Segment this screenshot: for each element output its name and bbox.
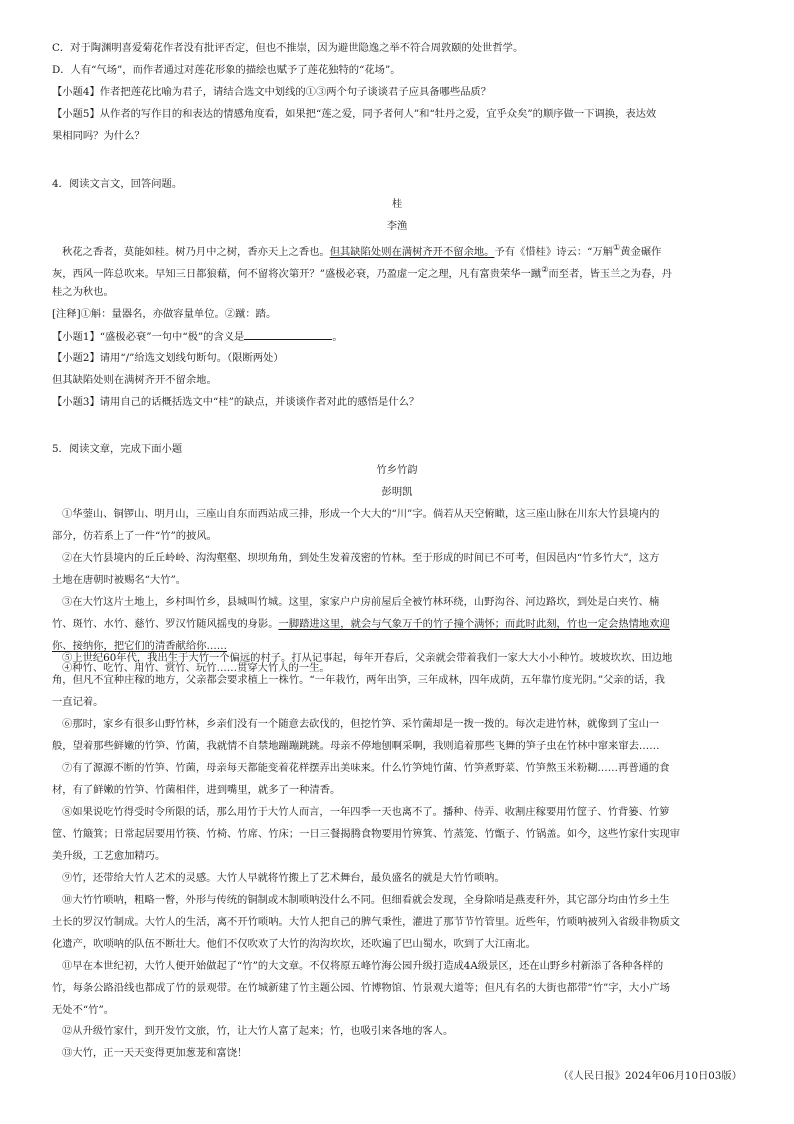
passage-text: 秋花之香者，莫能如桂。树乃月中之树，香亦天上之香也。 <box>62 246 330 258</box>
article-text: 竹、斑竹、水竹、慈竹、罗汉竹随风摇曳的身影。 <box>52 618 279 630</box>
article-line: ⑩大竹竹唢呐，粗略一瞥，外形与传统的铜制或木制唢呐没什么不同。但细看就会发现，全身除哨是燕麦秆外，其它部分均由竹乡土生 <box>62 894 670 906</box>
article-source: （《人民日报》2024年06月10日03版） <box>558 1070 742 1082</box>
subquestion-1 <box>52 329 752 344</box>
article-line: 竹，每条公路沿线也都成了竹的景观带。在竹城新建了竹主题公园、竹博物馆、竹景观大道等；但凡有名的大街也都带“竹”字，大小广场 <box>52 982 671 994</box>
subquestion-2-sentence: 但其缺陷处则在满树齐开不留余地。 <box>52 374 217 386</box>
article-line: ⑪早在本世纪初，大竹人便开始做起了“竹”的大文章。不仅将原五峰竹海公园升级打造成4A级景区，还在山野乡村新添了各种各样的 <box>62 960 664 972</box>
article-line: ⑫从升级竹家什，到开发竹文旅，竹，让大竹人富了起来；竹，也吸引来各地的客人。 <box>62 1024 752 1038</box>
article-line: ⑦有了源源不断的竹笋、竹菌，母亲每天都能变着花样摆弄出美味来。什么竹笋炖竹菌、竹笋煮野菜、竹笋熬玉米粉糊……再普通的食 <box>62 762 670 774</box>
subquestion-3: 【小题3】请用自己的话概括选文中“桂”的缺点，并谈谈作者对此的感悟是什么？ <box>52 396 420 408</box>
article-line: 化遗产，吹唢呐的队伍不断壮大。他们不仅吹欢了大竹的沟沟坎坎，还吹遍了巴山蜀水，吹到了大江南北。 <box>52 938 536 950</box>
article-line: ⑥那时，家乡有很多山野竹林，乡亲们没有一个随意去砍伐的，但挖竹笋、采竹菌却是一拨一拨的。每次走进竹林，就像到了宝山一 <box>62 718 660 730</box>
passage-line-1 <box>62 241 752 259</box>
subquestion-4: 【小题4】作者把莲花比喻为君子，请结合选文中划线的①③两个句子谈谈君子应具备哪些品质？ <box>52 86 492 98</box>
footnote-marker-2: ② <box>541 265 549 274</box>
article-line: 角，但凡不宜种庄稼的地方，父亲都会要求植上一株竹。“一年栽竹，两年出笋，三年成林，四年成荫，五年靠竹度光阴。”父亲的话，我 <box>52 674 665 686</box>
article-author: 彭明凯 <box>381 486 413 498</box>
passage-line-2 <box>52 263 752 281</box>
passage-text: 而至者，皆玉兰之为春，丹 <box>548 268 672 280</box>
question-4-heading: 4．阅读文言文，回答问题。 <box>52 178 183 190</box>
article-line: 美升级，工艺愈加精巧。 <box>52 850 166 862</box>
question-5-heading: 5．阅读文章，完成下面小题 <box>52 443 183 455</box>
option-d: D．人有“气场”，而作者通过对莲花形象的描绘也赋予了莲花独特的“花场”。 <box>52 64 401 76</box>
article-line: ⑤上世纪60年代，我出生于大竹一个偏远的村子。打从记事起，每年开春后，父亲就会带着我们一家大大小小种竹。坡坡坎坎、田边地 <box>62 652 673 664</box>
annotation-note: [注释]①斛：量器名，亦做容量单位。②蹴：踏。 <box>52 308 277 320</box>
article-line: 部分，仿若系上了一件“竹”的披风。 <box>52 530 217 542</box>
article-line: ⑬大竹，正一天天变得更加葱茏和富饶！ <box>62 1046 752 1060</box>
article-line: 土长的罗汉竹制成。大竹人的生活，离不开竹唢呐。大竹人把自己的脾气秉性，灌进了那节节竹管里。近些年，竹唢呐被列入省级非物质文 <box>52 916 681 928</box>
article-line: ①华蓥山、铜锣山、明月山，三座山自东而西站成三排，形成一个大大的“川”字。倘若从天空俯瞰，这三座山脉在川东大竹县境内的 <box>62 508 660 520</box>
article-line: ②在大竹县境内的丘丘岭岭、沟沟壑壑、坝坝角角，到处生发着茂密的竹林。至于形成的时间已不可考，但因邑内“竹多竹大”，这方 <box>62 552 660 564</box>
article-line: 般，望着那些鲜嫩的竹笋、竹菌，我就情不自禁地蹦蹦跳跳。母亲不停地刨啊采啊，我则追着那些飞舞的笋子虫在竹林中窜来窜去…… <box>52 740 660 752</box>
passage-text: 予有《惜桂》诗云：“万斛 <box>494 246 613 258</box>
underlined-sentence: 但其缺陷处则在满树齐开不留余地。 <box>329 246 495 258</box>
article-line: ⑨竹，还带给大竹人艺术的灵感。大竹人早就将竹搬上了艺术舞台，最负盛名的就是大竹竹唢呐。 <box>62 872 505 884</box>
answer-blank[interactable] <box>244 329 332 340</box>
article-line: 土地在唐朝时被赐名“大竹”。 <box>52 574 187 586</box>
subquestion-5-line1: 【小题5】从作者的写作目的和表达的情感角度看，如果把“莲之爱，同予者何人”和“牡丹之爱，宜乎众矣”的顺序做一下调换，表达效 <box>52 108 657 120</box>
subquestion-5-line2: 果相同吗？为什么？ <box>52 130 145 142</box>
underlined-sentence: 一脚踏进这里，就会与气象万千的竹子撞个满怀；而此时此刻，竹也一定会热情地欢迎 <box>278 618 670 630</box>
article-line <box>52 617 752 631</box>
article-line: ⑧如果说吃竹得受时令所限的话，那么用竹于大竹人而言，一年四季一天也离不了。播种、侍弄、收割庄稼要用竹筐子、竹背篓、竹箩 <box>62 806 670 818</box>
article-line: 材，有了鲜嫩的竹笋、竹菌相伴，进到嘴里，就多了一种清香。 <box>52 784 341 796</box>
option-c: C．对于陶渊明喜爱菊花作者没有批评否定，但也不推崇，因为避世隐逸之举不符合周敦颐的处世哲学。 <box>52 42 524 54</box>
passage-author: 李渔 <box>386 220 408 232</box>
passage-text: 黄金碾作 <box>620 246 662 258</box>
footnote-marker-1: ① <box>613 243 621 252</box>
article-line: 一直记着。 <box>52 696 104 708</box>
article-title: 竹乡竹韵 <box>376 464 418 476</box>
article-line: 筐、竹簸箕；日常起居要用竹筷、竹椅、竹席、竹床；一日三餐揭腾食物要用竹箅箕、竹蒸笼、竹甑子、竹锅盖。如今，这些竹家什实现审 <box>52 828 681 840</box>
article-line: ④种竹、吃竹、用竹、赏竹、玩竹……贯穿大竹人的一生。 <box>62 662 330 674</box>
passage-text: 灰，西风一阵总吹来。早知三日都狼藉，何不留将次第开？”盛极必衰，乃盈虚一定之理，凡有富贵荣华一蹴 <box>52 268 542 280</box>
article-line: 无处不“竹”。 <box>52 1004 115 1016</box>
passage-title: 桂 <box>391 198 403 210</box>
underlined-sentence: 你、接纳你，把它们的清香献给你…… <box>52 640 228 652</box>
subquestion-text: 【小题1】“盛极必衰”一句中“极”的含义是 <box>52 331 245 343</box>
article-line: ③在大竹这片土地上，乡村叫竹乡，县城叫竹城。这里，家家户户房前屋后全被竹林环绕，山野沟谷、河边路坎，到处是白夹竹、楠 <box>62 596 660 608</box>
passage-line-3: 桂之为秋也。 <box>52 286 114 298</box>
subquestion-2: 【小题2】请用“/”给选文划线句断句。（限断两处） <box>52 352 284 364</box>
subquestion-text: 。 <box>332 331 343 343</box>
